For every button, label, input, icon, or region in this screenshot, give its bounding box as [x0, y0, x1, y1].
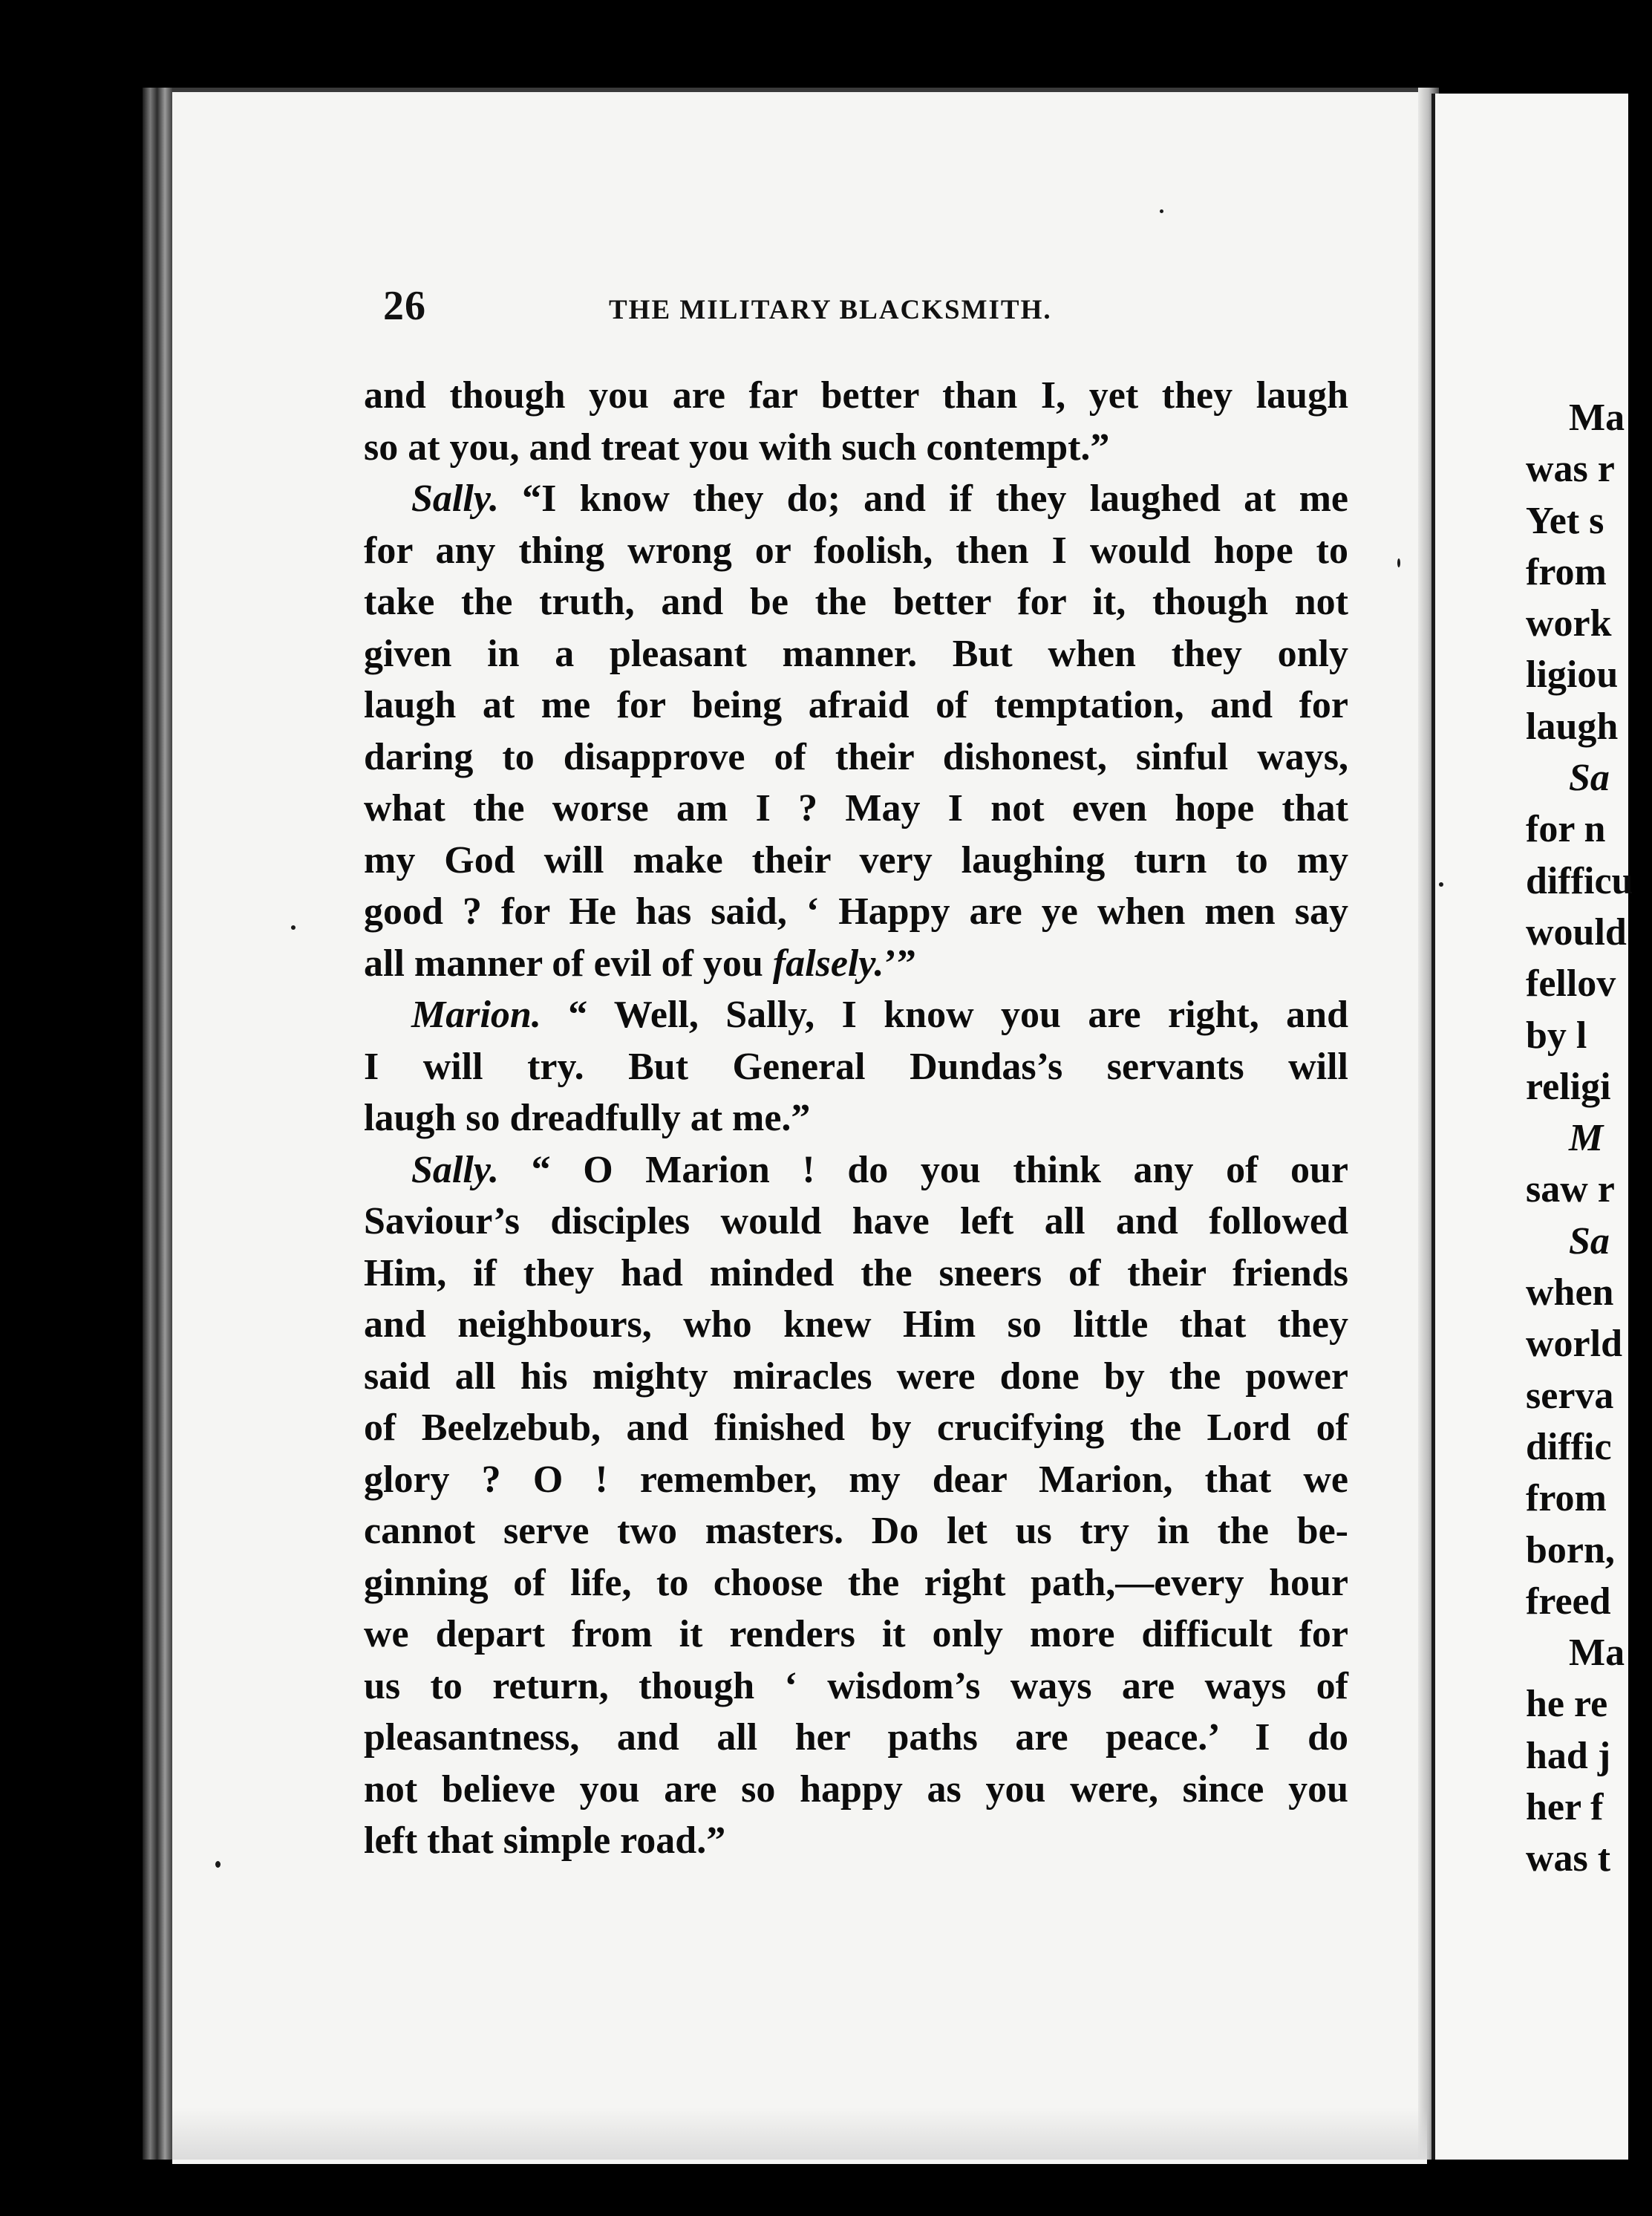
text-segment: daring to disapprove of their dishonest, sinful ways,: [364, 735, 1348, 778]
text-line: [364, 525, 1348, 577]
text-segment: good ? for He has said, ‘ Happy are ye when men say: [364, 890, 1348, 933]
ink-speck: [291, 925, 296, 930]
cropped-text-line: Ma: [1569, 1632, 1625, 1675]
cropped-text-line: had j: [1526, 1734, 1611, 1777]
text-line: [364, 370, 1348, 422]
text-segment: given in a pleasant manner. But when they only: [364, 632, 1348, 675]
cropped-text-line: world: [1526, 1323, 1622, 1366]
text-segment: “ Well, Sally, I know you are right, and: [541, 994, 1348, 1036]
right-page-cropped-text: [1526, 392, 1652, 1885]
cropped-text-line: difficu: [1526, 859, 1633, 902]
text-segment: left that simple road.”: [364, 1819, 726, 1862]
text-segment: said all his mighty miracles were done by the power: [364, 1355, 1348, 1398]
text-line: [364, 1815, 1348, 1867]
cropped-text-line: laugh: [1526, 705, 1619, 748]
text-segment: not believe you are so happy as you were, since you: [364, 1767, 1348, 1811]
text-line: [364, 731, 1348, 783]
text-segment: laugh so dreadfully at me.”: [364, 1097, 811, 1139]
page-number: 26: [383, 283, 426, 329]
text-segment: my God will make their very laughing turn to my: [364, 838, 1348, 881]
cropped-text-line: diffic: [1526, 1425, 1612, 1468]
cropped-text-line: for n: [1526, 808, 1606, 851]
cropped-text-line: would: [1526, 910, 1627, 954]
text-line: [364, 1557, 1348, 1609]
text-line: [364, 1661, 1348, 1712]
ink-speck: [1397, 558, 1400, 567]
text-line: [364, 1764, 1348, 1816]
text-line: [364, 576, 1348, 628]
text-segment: and neighbours, who knew Him so little that they: [364, 1303, 1348, 1346]
text-line: [364, 1402, 1348, 1454]
cropped-text-line: fellov: [1526, 962, 1616, 1006]
cropped-text-line: from: [1526, 550, 1607, 593]
text-line: [364, 1351, 1348, 1403]
text-segment: pleasantness, and all her paths are peace.’ I do: [364, 1716, 1348, 1759]
text-segment: for any thing wrong or foolish, then I would hope to: [364, 529, 1348, 572]
text-segment: falsely.: [772, 942, 884, 985]
text-segment: “ O Marion ! do you think any of our: [498, 1148, 1348, 1191]
text-segment: us to return, though ‘ wisdom’s ways are ways of: [364, 1664, 1348, 1707]
text-line: [364, 1092, 1348, 1144]
text-segment: glory ? O ! remember, my dear Marion, that we: [364, 1458, 1348, 1501]
ink-speck: [1439, 882, 1443, 887]
cropped-text-line: Sa: [1569, 1219, 1610, 1262]
text-line: [364, 835, 1348, 887]
text-line: [364, 1144, 1348, 1196]
text-line: [364, 989, 1348, 1041]
cropped-text-line: M: [1569, 1117, 1604, 1160]
running-head: THE MILITARY BLACKSMITH.: [609, 295, 1052, 325]
text-line: [364, 1248, 1348, 1300]
text-segment: all manner of evil of you: [364, 942, 773, 985]
text-line: [364, 628, 1348, 680]
cropped-text-line: saw r: [1526, 1168, 1615, 1211]
text-line: [364, 680, 1348, 731]
speaker-name: Sally.: [411, 478, 499, 520]
text-line: [364, 422, 1348, 474]
text-segment: I will try. But General Dundas’s servants will: [364, 1045, 1348, 1088]
text-line: [364, 783, 1348, 835]
speaker-name: Marion.: [411, 994, 541, 1036]
cropped-text-line: he re: [1526, 1683, 1608, 1726]
cropped-text-line: her f: [1526, 1786, 1604, 1829]
text-segment: what the worse am I ? May I not even hope that: [364, 787, 1348, 830]
text-segment: “I know they do; and if they laughed at me: [498, 478, 1348, 520]
text-segment: of Beelzebub, and finished by crucifying the Lord of: [364, 1407, 1348, 1449]
text-line: [364, 1609, 1348, 1661]
cropped-text-line: Ma: [1569, 397, 1625, 439]
text-line: [364, 1041, 1348, 1093]
text-segment: we depart from it renders it only more difficult for: [364, 1613, 1348, 1655]
text-line: [364, 938, 1348, 990]
cropped-text-line: Yet s: [1526, 499, 1604, 542]
cropped-text-line: ligiou: [1526, 654, 1619, 697]
text-line: [364, 1299, 1348, 1351]
text-segment: and though you are far better than I, yet they laugh: [364, 374, 1348, 417]
text-segment: ginning of life, to choose the right path,—every hour: [364, 1561, 1348, 1604]
text-line: [364, 886, 1348, 938]
cropped-text-line: when: [1526, 1271, 1614, 1314]
cropped-text-line: from: [1526, 1477, 1607, 1520]
text-segment: laugh at me for being afraid of temptation, and for: [364, 684, 1348, 726]
ink-speck: [215, 1861, 221, 1868]
speaker-name: Sally.: [411, 1148, 499, 1191]
text-segment: so at you, and treat you with such contempt.”: [364, 426, 1110, 469]
left-page-body-text: [364, 370, 1348, 1867]
text-line: [364, 1712, 1348, 1764]
cropped-text-line: work: [1526, 602, 1612, 645]
text-line: [364, 473, 1348, 525]
cropped-text-line: was t: [1526, 1837, 1611, 1880]
cropped-text-line: was r: [1526, 448, 1615, 491]
text-line: [364, 1196, 1348, 1248]
text-segment: take the truth, and be the better for it, though not: [364, 581, 1348, 623]
cropped-text-line: serva: [1526, 1374, 1614, 1417]
text-segment: cannot serve two masters. Do let us try in the be-: [364, 1510, 1348, 1552]
cropped-text-line: religi: [1526, 1065, 1611, 1108]
cropped-text-line: Sa: [1569, 757, 1610, 800]
cropped-text-line: by l: [1526, 1014, 1587, 1057]
text-segment: ’”: [884, 942, 916, 985]
ink-speck: [1160, 209, 1163, 213]
text-line: [364, 1505, 1348, 1557]
text-line: [364, 1454, 1348, 1506]
page-bottom-shadow: [172, 2108, 1427, 2160]
text-segment: Saviour’s disciples would have left all and followed: [364, 1200, 1348, 1242]
cropped-text-line: freed: [1526, 1580, 1611, 1623]
text-segment: Him, if they had minded the sneers of their friends: [364, 1251, 1348, 1294]
cropped-text-line: born,: [1526, 1528, 1615, 1571]
